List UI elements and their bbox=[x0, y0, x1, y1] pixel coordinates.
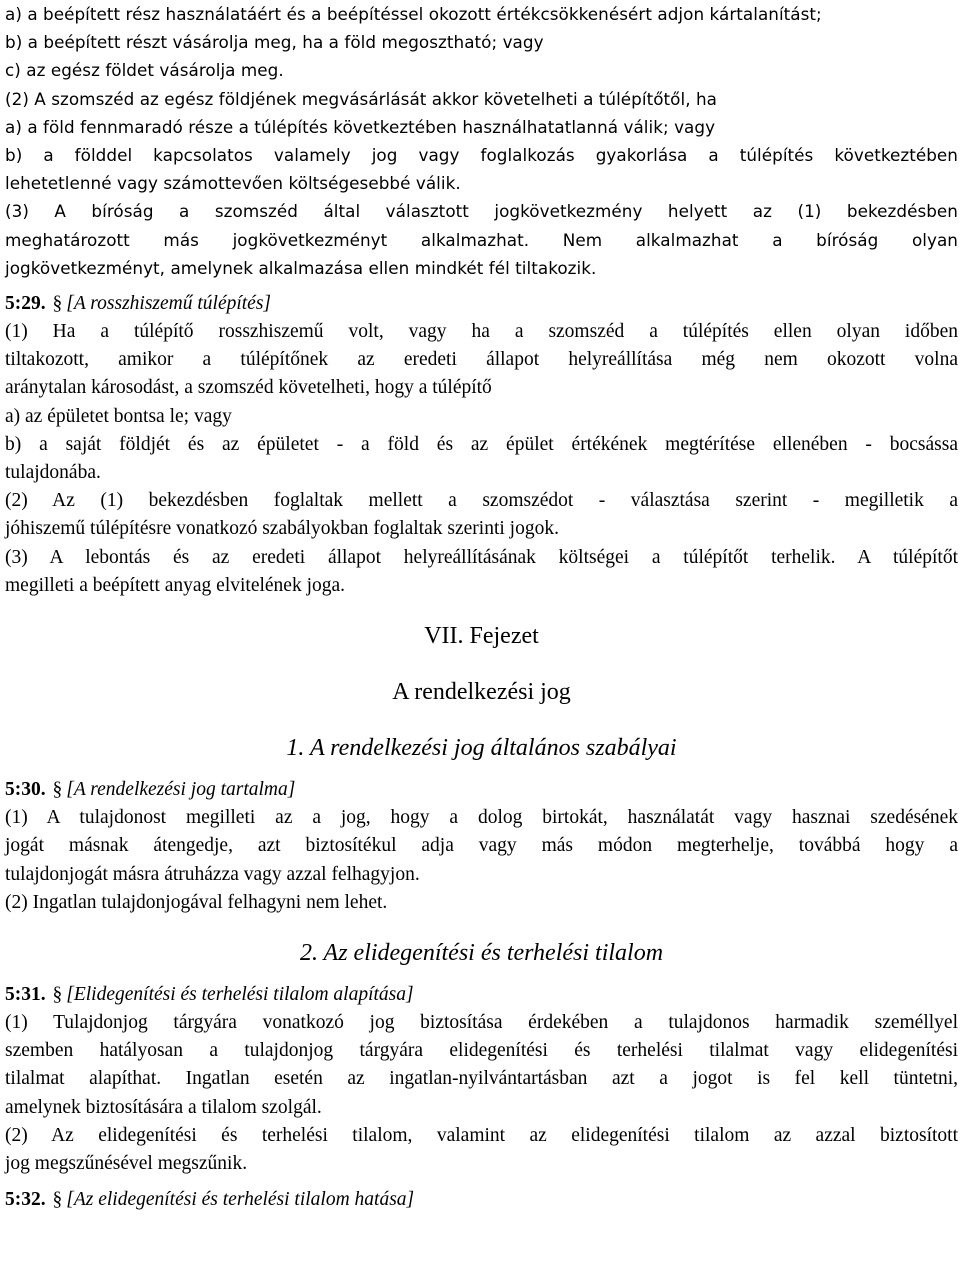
text-line: tulajdonjogát másra átruházza vagy azzal felhagyjon. bbox=[5, 863, 420, 885]
section-heading bbox=[5, 1186, 958, 1214]
text-line: (1) A tulajdonost megilleti az a jog, hogy a dolog birtokát, használatát vagy hasznai szedésének bbox=[5, 807, 958, 829]
text-line: meghatározott más jogkövetkezményt alkalmazhat. Nem alkalmazhat a bíróság olyan bbox=[5, 229, 958, 250]
text-line: (2) Az (1) bekezdésben foglaltak mellett a szomszédot - választása szerint - megilletik a bbox=[5, 490, 958, 512]
section-title: [Az elidegenítési és terhelési tilalom hatása] bbox=[66, 1189, 415, 1211]
text-line: (1) Ha a túlépítő rosszhiszemű volt, vagy ha a szomszéd a túlépítés ellen olyan időben bbox=[5, 321, 958, 343]
chapter-title: A rendelkezési jog bbox=[392, 678, 571, 705]
subchapter-title: 2. Az elidegenítési és terhelési tilalom bbox=[299, 939, 664, 966]
subchapter-title: 1. A rendelkezési jog általános szabályai bbox=[286, 734, 677, 761]
section-symbol: § bbox=[52, 983, 63, 1005]
text-line: c) az egész földet vásárolja meg. bbox=[5, 60, 284, 81]
text-line: jog megszűnésével megszűnik. bbox=[5, 1153, 248, 1174]
section-title: [Elidegenítési és terhelési tilalom alapítása] bbox=[66, 983, 414, 1005]
text-line: tilalmat alapíthat. Ingatlan esetén az ingatlan-nyilvántartásban azt a jogot is fel kell tüntetni, bbox=[5, 1068, 958, 1090]
section-title: [A rendelkezési jog tartalma] bbox=[66, 778, 296, 800]
text-line: aránytalan károsodást, a szomszéd követelheti, hogy a túlépítő bbox=[5, 377, 492, 399]
text-line: megilleti a beépített anyag elvitelének joga. bbox=[5, 574, 346, 596]
section-number: 5:29. bbox=[5, 292, 46, 314]
text-line: (1) Tulajdonjog tárgyára vonatkozó jog biztosítása érdekében a tulajdonos harmadik személlyel bbox=[5, 1012, 958, 1034]
text-line: (3) A bíróság a szomszéd által választott jogkövetkezmény helyett az (1) bekezdésben bbox=[5, 201, 958, 222]
spacer bbox=[5, 917, 958, 925]
text-line: jóhiszemű túlépítésre vonatkozó szabályokban foglaltak szerinti jogok. bbox=[5, 518, 559, 540]
text-line: b) a saját földjét és az épületet - a föld és az épület értékének megtérítése ellenében - bocsássa bbox=[5, 433, 958, 455]
spacer bbox=[5, 282, 958, 290]
section-title: [A rosszhiszemű túlépítés] bbox=[66, 292, 272, 314]
text-line: lehetetlenné vagy számottevően költségesebbé válik. bbox=[5, 173, 461, 194]
text-line: a) a beépített rész használatáért és a beépítéssel okozott értékcsökkenésért adjon kártalanítást; bbox=[5, 4, 822, 24]
text-line: (3) A lebontás és az eredeti állapot helyreállításának költségei a túlépítőt terhelik. A túlépítőt bbox=[5, 546, 958, 568]
text-line: tulajdonába. bbox=[5, 462, 101, 483]
section-heading bbox=[5, 290, 958, 318]
text-line: b) a földdel kapcsolatos valamely jog vagy foglalkozás gyakorlása a túlépítés következtében bbox=[5, 144, 958, 165]
spacer bbox=[5, 1178, 958, 1186]
section-number: 5:30. bbox=[5, 778, 46, 800]
text-line: szemben hatályosan a tulajdonjog tárgyára elidegenítési és terhelési tilalmat vagy elidegenítési bbox=[5, 1040, 958, 1062]
text-line: b) a beépített részt vásárolja meg, ha a föld megosztható; vagy bbox=[5, 32, 544, 53]
text-line: tiltakozott, amikor a túlépítőnek az eredeti állapot helyreállítása még nem okozott volna bbox=[5, 349, 958, 371]
text-line: jogát másnak átengedje, azt biztosítékul adja vagy más módon megterhelje, továbbá hogy a bbox=[5, 835, 958, 857]
section-number: 5:31. bbox=[5, 983, 46, 1005]
spacer bbox=[5, 600, 958, 608]
text-line: a) az épületet bontsa le; vagy bbox=[5, 405, 232, 427]
text-line: (2) Ingatlan tulajdonjogával felhagyni nem lehet. bbox=[5, 891, 388, 913]
section-symbol: § bbox=[52, 778, 63, 800]
text-line: (2) A szomszéd az egész földjének megvásárlását akkor követelheti a túlépítőtől, ha bbox=[5, 88, 717, 109]
chapter-number: VII. Fejezet bbox=[424, 622, 539, 649]
text-line: a) a föld fennmaradó része a túlépítés következtében használhatatlanná válik; vagy bbox=[5, 116, 716, 137]
text-line: jogkövetkezményt, amelynek alkalmazása ellen mindkét fél tiltakozik. bbox=[5, 257, 597, 278]
text-line: (2) Az elidegenítési és terhelési tilalom, valamint az elidegenítési tilalom az azzal biztosított bbox=[5, 1124, 958, 1146]
section-symbol: § bbox=[52, 1189, 63, 1211]
text-line: amelynek biztosítására a tilalom szolgál. bbox=[5, 1096, 322, 1118]
section-symbol: § bbox=[52, 292, 63, 314]
section-heading bbox=[5, 981, 958, 1009]
section-heading bbox=[5, 776, 958, 804]
section-number: 5:32. bbox=[5, 1189, 46, 1211]
